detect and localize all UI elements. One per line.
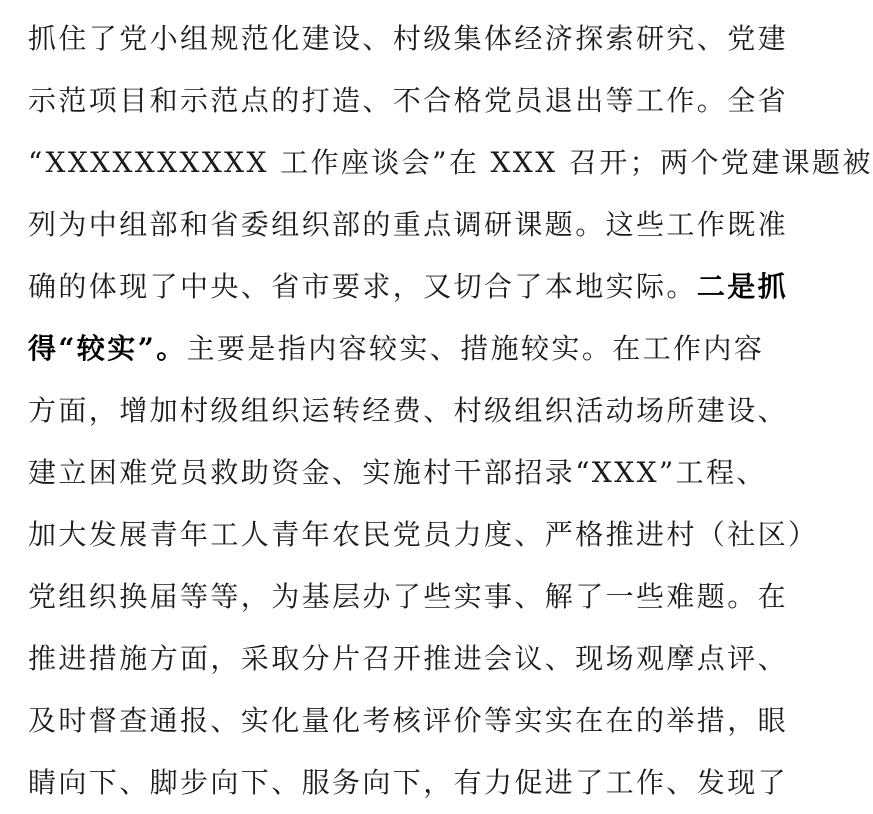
text-span: 主要是指内容较实、措施较实。在工作内容 (186, 332, 765, 365)
text-line: 及时督查通报、实化量化考核评价等实实在在的举措，眼 (28, 704, 789, 737)
bold-heading: 得“较实”。 (28, 332, 187, 365)
text-line: “XXXXXXXXXX 工作座谈会”在 XXX 召开；两个党建课题被 (28, 146, 873, 179)
text-line: 推进措施方面，采取分片召开推进会议、现场观摩点评、 (28, 642, 789, 675)
text-line: 党组织换届等等，为基层办了些实事、解了一些难题。在 (28, 580, 789, 613)
bold-heading: 二是抓 (696, 270, 789, 303)
text-line: 方面，增加村级组织运转经费、村级组织活动场所建设、 (28, 394, 789, 427)
text-line (28, 318, 786, 380)
text-line: 抓住了党小组规范化建设、村级集体经济探索研究、党建 (28, 22, 789, 55)
text-line: 加大发展青年工人青年农民党员力度、严格推进村（社区） (28, 518, 819, 551)
text-line: 建立困难党员救助资金、实施村干部招录“XXX”工程、 (28, 456, 767, 489)
text-line (28, 256, 789, 318)
document-page (28, 0, 873, 800)
text-span: 确的体现了中央、省市要求，又切合了本地实际。 (28, 270, 697, 303)
text-line: 睛向下、脚步向下、服务向下，有力促进了工作、发现了 (28, 766, 789, 799)
text-line: 示范项目和示范点的打造、不合格党员退出等工作。全省 (28, 84, 789, 117)
text-line: 列为中组部和省委组织部的重点调研课题。这些工作既准 (28, 208, 789, 241)
